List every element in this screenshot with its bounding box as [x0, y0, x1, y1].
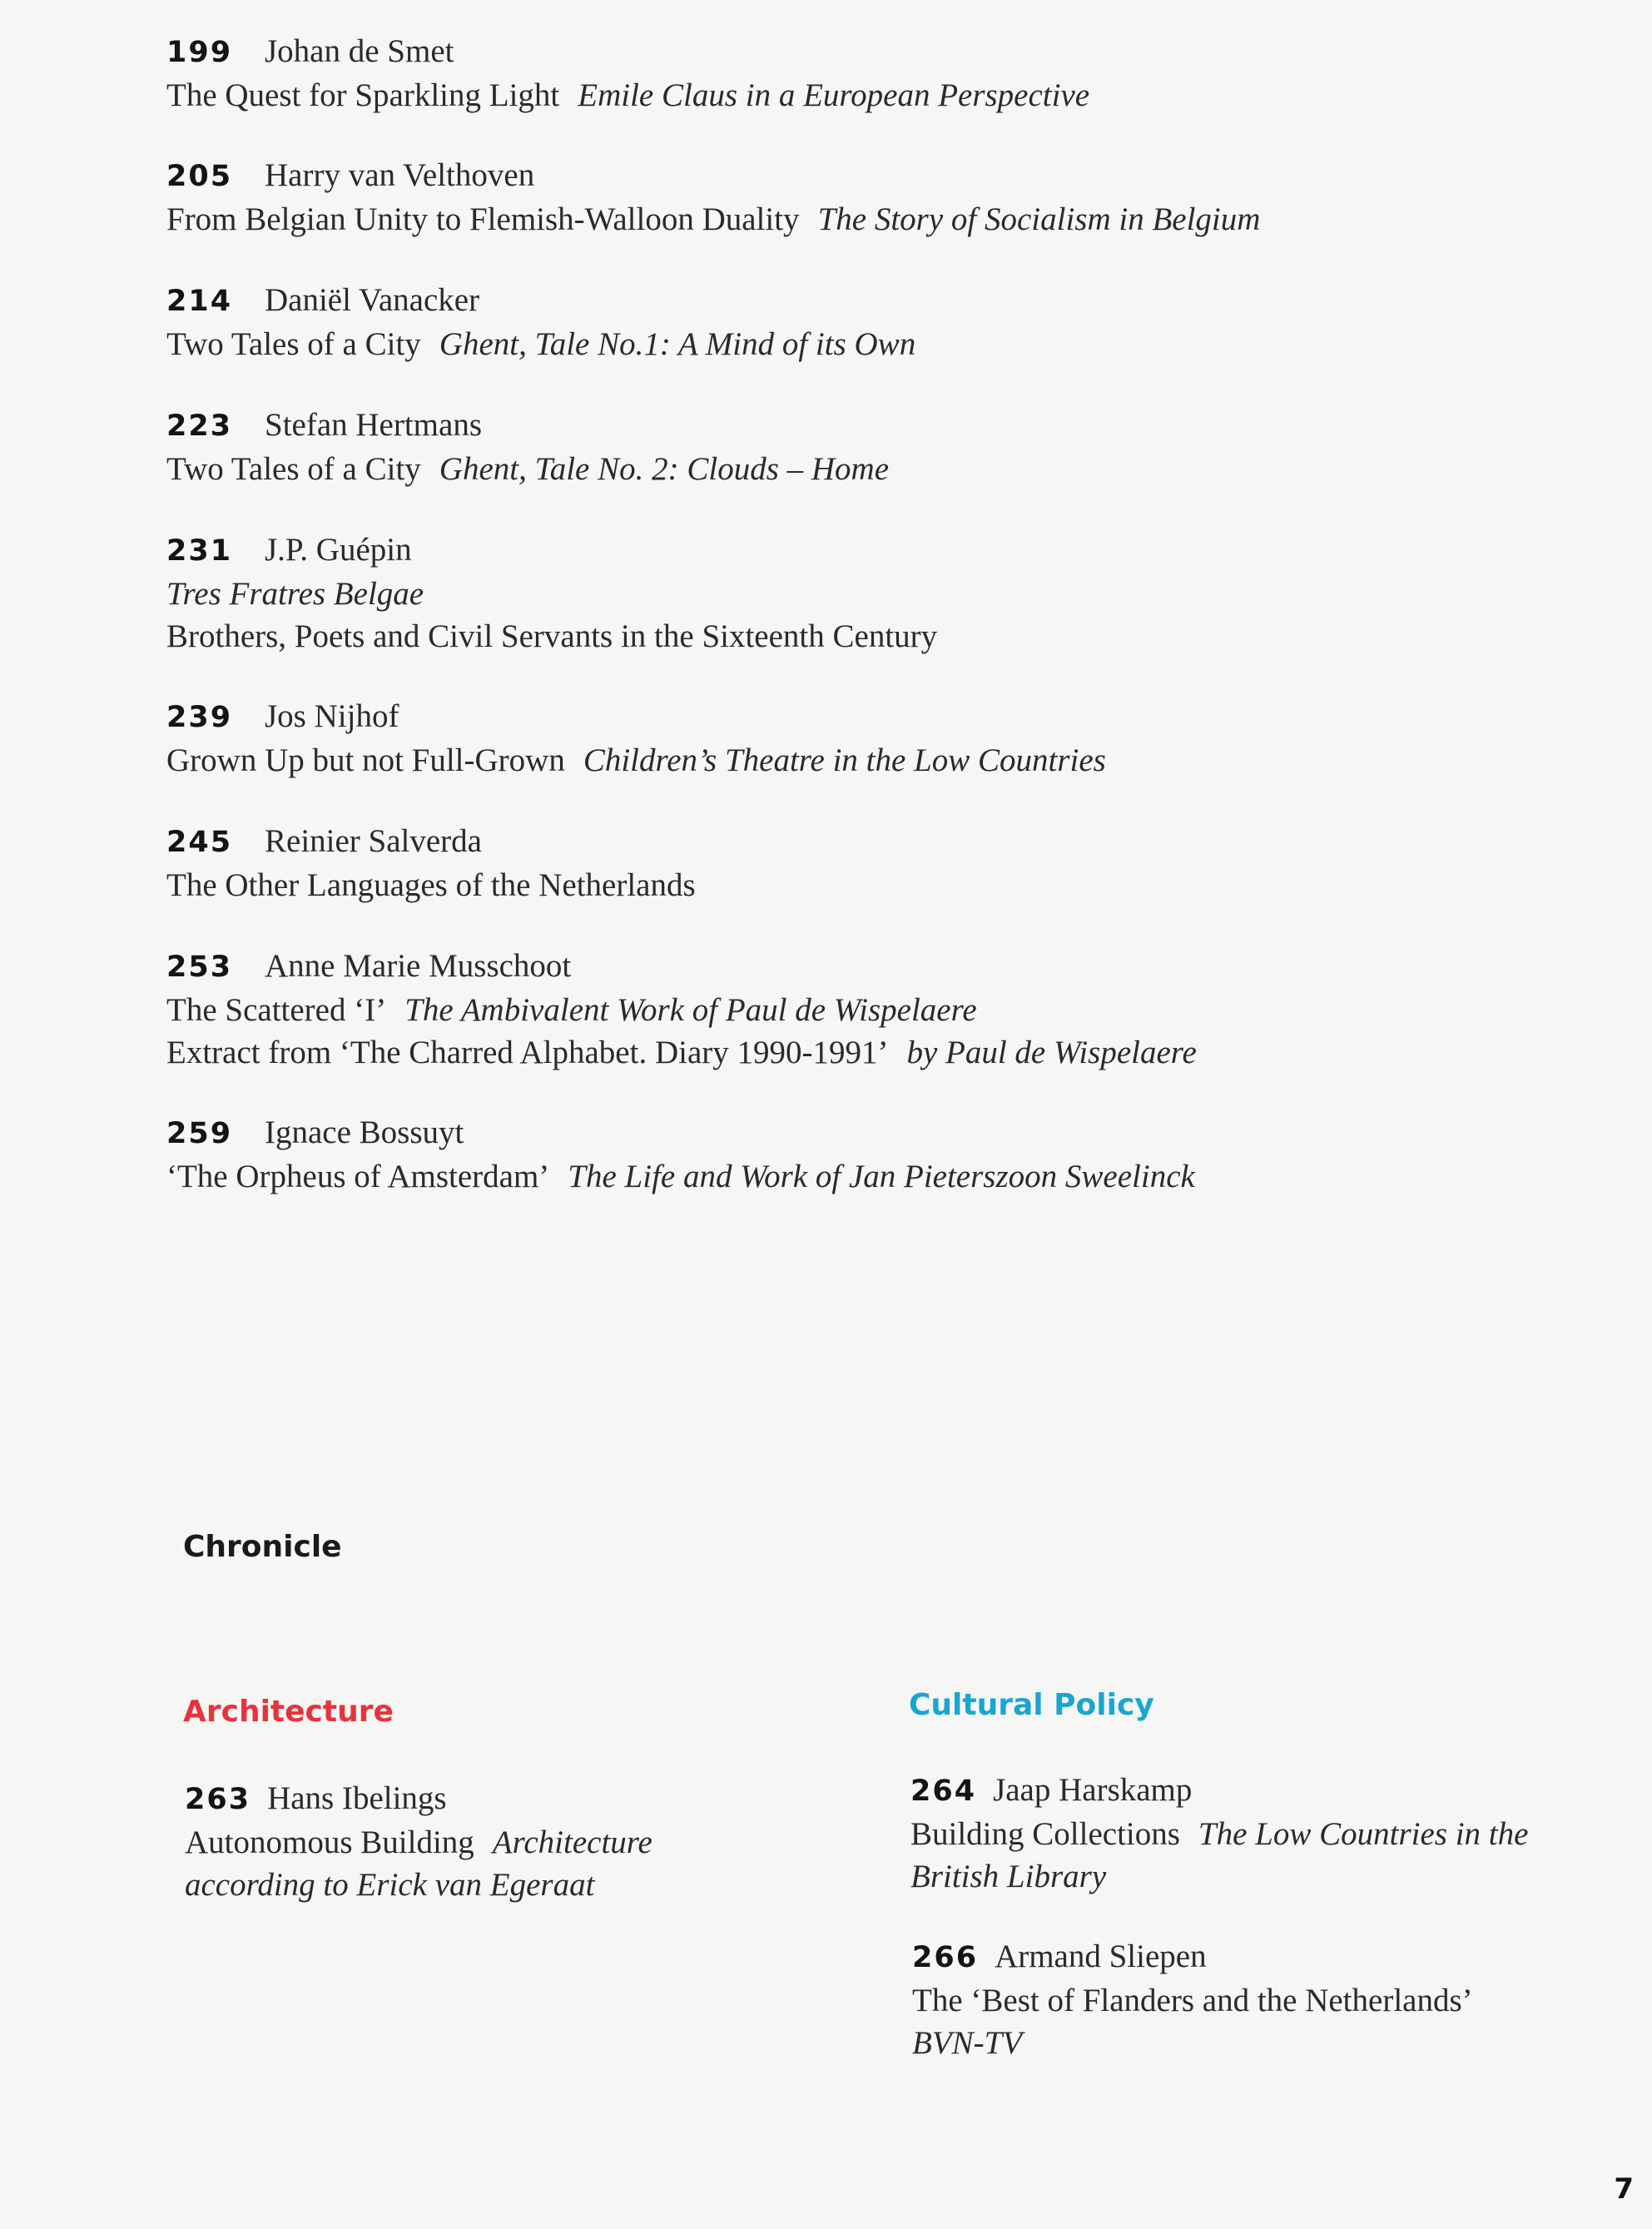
title: Autonomous Building: [185, 1824, 474, 1860]
page-number-footer: 7: [1614, 2172, 1634, 2206]
title: ‘The Orpheus of Amsterdam’: [166, 1159, 550, 1194]
author: Jaap Harskamp: [993, 1772, 1193, 1808]
page-number: 253: [166, 951, 233, 984]
page-number: 266: [912, 1941, 979, 1974]
subtitle: Ghent, Tale No. 2: Clouds – Home: [439, 451, 890, 487]
subtitle: The Life and Work of Jan Pieterszoon Sweelinck: [568, 1159, 1195, 1194]
author: Harry van Velthoven: [265, 157, 535, 193]
cultural-policy-entry: [910, 1769, 1528, 1898]
page-number: 239: [166, 701, 233, 734]
toc-entry: [166, 279, 1465, 365]
extract-author: by Paul de Wispelaere: [906, 1035, 1197, 1070]
cultural-policy-heading: Cultural Policy: [909, 1688, 1154, 1722]
chronicle-heading: Chronicle: [183, 1530, 342, 1564]
title: From Belgian Unity to Flemish-Walloon Duality: [166, 201, 800, 237]
subtitle: Emile Claus in a European Perspective: [578, 77, 1090, 113]
author: Stefan Hertmans: [265, 407, 483, 443]
title: Building Collections: [910, 1816, 1180, 1852]
author: Anne Marie Musschoot: [265, 948, 572, 984]
author: Reinier Salverda: [265, 823, 482, 859]
title: The ‘Best of Flanders and the Netherlands’: [912, 1983, 1473, 2018]
toc-entry: [166, 529, 1465, 658]
title: Two Tales of a City: [166, 451, 421, 487]
page-number: 214: [166, 285, 233, 318]
toc-entry: [166, 404, 1465, 490]
page-number: 205: [166, 160, 233, 193]
subtitle: Children’s Theatre in the Low Countries: [583, 742, 1106, 778]
author: Hans Ibelings: [267, 1780, 447, 1816]
toc-entry: [166, 695, 1465, 782]
author: Daniël Vanacker: [265, 282, 480, 318]
title: Brothers, Poets and Civil Servants in the Sixteenth Century: [166, 618, 938, 654]
subtitle: The Low Countries in the: [1198, 1816, 1529, 1852]
author: Jos Nijhof: [265, 698, 399, 734]
page-number: 264: [910, 1775, 977, 1808]
author: J.P. Guépin: [265, 532, 412, 568]
author: Armand Sliepen: [995, 1939, 1207, 1974]
toc-entry: [166, 945, 1465, 1074]
toc-entry: [166, 30, 1465, 117]
author: Ignace Bossuyt: [265, 1114, 464, 1150]
cultural-policy-entry: [912, 1935, 1473, 2064]
subtitle-continued: according to Erick van Egeraat: [185, 1867, 595, 1903]
title: The Scattered ‘I’: [166, 992, 387, 1028]
architecture-entry: [185, 1777, 652, 1906]
title: The Other Languages of the Netherlands: [166, 867, 696, 903]
title-latin: Tres Fratres Belgae: [166, 576, 424, 612]
page-number: 259: [166, 1117, 233, 1150]
toc-entry: [166, 154, 1465, 241]
page-number: 199: [166, 36, 233, 69]
toc-entry: [166, 820, 1465, 906]
page-number: 263: [185, 1783, 251, 1816]
subtitle: Architecture: [492, 1824, 652, 1860]
title: Grown Up but not Full-Grown: [166, 742, 565, 778]
title: The Quest for Sparkling Light: [166, 77, 560, 113]
subtitle-continued: British Library: [910, 1859, 1107, 1894]
subtitle: The Story of Socialism in Belgium: [817, 201, 1261, 237]
page-number: 245: [166, 826, 233, 859]
title: Two Tales of a City: [166, 326, 421, 362]
page-number: 231: [166, 534, 233, 568]
subtitle: The Ambivalent Work of Paul de Wispelaere: [404, 992, 977, 1028]
toc-entry: [166, 1111, 1465, 1198]
extract: Extract from ‘The Charred Alphabet. Diary 1990-1991’: [166, 1035, 889, 1070]
subtitle: Ghent, Tale No.1: A Mind of its Own: [439, 326, 916, 362]
author: Johan de Smet: [265, 33, 454, 69]
architecture-heading: Architecture: [183, 1695, 394, 1729]
subtitle: BVN-TV: [912, 2025, 1023, 2061]
page-number: 223: [166, 410, 233, 443]
